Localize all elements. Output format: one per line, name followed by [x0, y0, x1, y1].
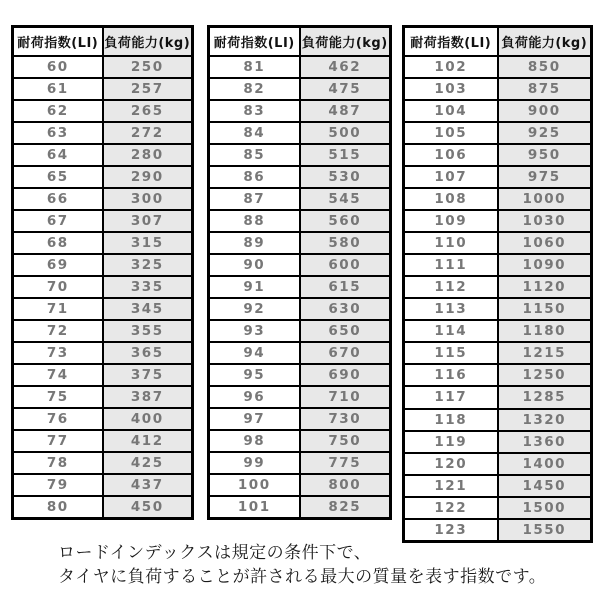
table-row — [209, 232, 391, 254]
load-capacity-cell: 670 — [300, 342, 391, 364]
load-index-cell: 72 — [13, 320, 103, 342]
load-capacity-cell: 355 — [103, 320, 193, 342]
load-capacity-cell: 412 — [103, 430, 193, 452]
table-row — [209, 430, 391, 452]
load-capacity-cell: 290 — [103, 166, 193, 188]
table-row — [209, 166, 391, 188]
table-row — [13, 276, 193, 298]
load-index-cell: 84 — [209, 122, 300, 144]
table-row — [404, 453, 592, 475]
load-capacity-cell: 1030 — [498, 210, 592, 232]
load-index-header: 耐荷指数(LI) — [209, 27, 300, 57]
load-capacity-cell: 825 — [300, 496, 391, 519]
table-row — [404, 188, 592, 210]
load-capacity-cell: 1215 — [498, 342, 592, 364]
table-row — [209, 78, 391, 100]
load-index-cell: 113 — [404, 298, 498, 320]
table-row — [404, 78, 592, 100]
load-index-cell: 88 — [209, 210, 300, 232]
load-index-cell: 99 — [209, 452, 300, 474]
load-capacity-cell: 925 — [498, 122, 592, 144]
table-row — [13, 408, 193, 430]
load-capacity-cell: 775 — [300, 452, 391, 474]
load-capacity-cell: 730 — [300, 408, 391, 430]
load-index-cell: 98 — [209, 430, 300, 452]
load-index-cell: 114 — [404, 320, 498, 342]
load-index-cell: 64 — [13, 144, 103, 166]
table-row — [209, 364, 391, 386]
load-index-cell: 80 — [13, 496, 103, 519]
load-index-cell: 81 — [209, 56, 300, 78]
load-index-cell: 78 — [13, 452, 103, 474]
load-index-cell: 65 — [13, 166, 103, 188]
table-row — [13, 232, 193, 254]
load-capacity-cell: 400 — [103, 408, 193, 430]
load-index-cell: 82 — [209, 78, 300, 100]
load-capacity-cell: 580 — [300, 232, 391, 254]
load-capacity-cell: 387 — [103, 386, 193, 408]
load-index-cell: 120 — [404, 453, 498, 475]
table-row — [13, 78, 193, 100]
load-index-cell: 118 — [404, 409, 498, 431]
load-index-cell: 93 — [209, 320, 300, 342]
table-row — [209, 408, 391, 430]
load-capacity-cell: 450 — [103, 496, 193, 519]
note-line-2: タイヤに負荷することが許される最大の質量を表す指数です。 — [58, 567, 547, 587]
table-row — [209, 100, 391, 122]
load-index-cell: 69 — [13, 254, 103, 276]
table-row — [13, 364, 193, 386]
table-row — [13, 122, 193, 144]
table-row — [404, 475, 592, 497]
table-row — [404, 210, 592, 232]
table-row — [404, 519, 592, 542]
table-row — [209, 122, 391, 144]
load-capacity-cell: 325 — [103, 254, 193, 276]
load-index-cell: 73 — [13, 342, 103, 364]
table-row — [13, 298, 193, 320]
header-row — [209, 27, 391, 57]
table-row — [209, 254, 391, 276]
load-index-cell: 63 — [13, 122, 103, 144]
load-index-cell: 108 — [404, 188, 498, 210]
table-row — [13, 188, 193, 210]
header-row — [13, 27, 193, 57]
load-capacity-cell: 250 — [103, 56, 193, 78]
load-index-cell: 71 — [13, 298, 103, 320]
load-index-cell: 102 — [404, 56, 498, 78]
load-index-cell: 62 — [13, 100, 103, 122]
table-row — [209, 188, 391, 210]
table-row — [404, 56, 592, 78]
load-index-cell: 122 — [404, 497, 498, 519]
table-row — [13, 474, 193, 496]
load-capacity-cell: 335 — [103, 276, 193, 298]
load-index-cell: 60 — [13, 56, 103, 78]
table-row — [404, 431, 592, 453]
table-row — [209, 342, 391, 364]
load-index-cell: 107 — [404, 166, 498, 188]
table-row — [404, 298, 592, 320]
load-capacity-cell: 1120 — [498, 276, 592, 298]
load-capacity-cell: 315 — [103, 232, 193, 254]
load-index-cell: 116 — [404, 364, 498, 386]
load-capacity-cell: 560 — [300, 210, 391, 232]
table-row — [13, 342, 193, 364]
load-capacity-cell: 850 — [498, 56, 592, 78]
load-capacity-cell: 1400 — [498, 453, 592, 475]
load-capacity-cell: 487 — [300, 100, 391, 122]
table-row — [404, 342, 592, 364]
load-capacity-cell: 307 — [103, 210, 193, 232]
load-index-cell: 75 — [13, 386, 103, 408]
load-index-cell: 68 — [13, 232, 103, 254]
load-index-cell: 66 — [13, 188, 103, 210]
load-capacity-cell: 530 — [300, 166, 391, 188]
load-capacity-cell: 1550 — [498, 519, 592, 542]
load-index-cell: 94 — [209, 342, 300, 364]
load-index-cell: 110 — [404, 232, 498, 254]
load-index-cell: 115 — [404, 342, 498, 364]
load-capacity-cell: 650 — [300, 320, 391, 342]
load-index-cell: 86 — [209, 166, 300, 188]
table-row — [209, 320, 391, 342]
table-row — [404, 232, 592, 254]
load-capacity-cell: 345 — [103, 298, 193, 320]
table-row — [209, 56, 391, 78]
load-capacity-cell: 375 — [103, 364, 193, 386]
load-index-cell: 92 — [209, 298, 300, 320]
load-capacity-cell: 500 — [300, 122, 391, 144]
table-row — [209, 144, 391, 166]
table-row — [404, 364, 592, 386]
load-capacity-cell: 800 — [300, 474, 391, 496]
load-index-cell: 111 — [404, 254, 498, 276]
table-row — [404, 497, 592, 519]
table-row — [13, 452, 193, 474]
load-capacity-header: 負荷能力(kg) — [300, 27, 391, 57]
table-row — [404, 166, 592, 188]
load-capacity-cell: 1500 — [498, 497, 592, 519]
header-row — [404, 27, 592, 57]
table-row — [13, 144, 193, 166]
table-row — [404, 409, 592, 431]
load-capacity-cell: 690 — [300, 364, 391, 386]
load-index-cell: 91 — [209, 276, 300, 298]
load-capacity-cell: 750 — [300, 430, 391, 452]
table-row — [404, 276, 592, 298]
load-capacity-cell: 462 — [300, 56, 391, 78]
load-index-header: 耐荷指数(LI) — [13, 27, 103, 57]
load-capacity-cell: 365 — [103, 342, 193, 364]
load-capacity-cell: 1450 — [498, 475, 592, 497]
load-capacity-header: 負荷能力(kg) — [103, 27, 193, 57]
table-row — [209, 452, 391, 474]
load-index-cell: 100 — [209, 474, 300, 496]
load-capacity-cell: 710 — [300, 386, 391, 408]
load-index-cell: 109 — [404, 210, 498, 232]
table-row — [13, 254, 193, 276]
table-row — [13, 386, 193, 408]
load-index-cell: 103 — [404, 78, 498, 100]
load-index-cell: 61 — [13, 78, 103, 100]
load-capacity-cell: 515 — [300, 144, 391, 166]
load-capacity-cell: 257 — [103, 78, 193, 100]
load-index-cell: 67 — [13, 210, 103, 232]
load-index-cell: 97 — [209, 408, 300, 430]
table-row — [404, 320, 592, 342]
load-index-cell: 101 — [209, 496, 300, 519]
load-index-table-81-101 — [207, 25, 392, 520]
load-capacity-cell: 630 — [300, 298, 391, 320]
load-capacity-cell: 437 — [103, 474, 193, 496]
table-row — [13, 56, 193, 78]
load-index-cell: 70 — [13, 276, 103, 298]
load-index-cell: 119 — [404, 431, 498, 453]
load-capacity-cell: 425 — [103, 452, 193, 474]
table-row — [209, 386, 391, 408]
load-index-cell: 105 — [404, 122, 498, 144]
load-index-cell: 87 — [209, 188, 300, 210]
load-index-cell: 77 — [13, 430, 103, 452]
table-row — [404, 144, 592, 166]
load-capacity-cell: 300 — [103, 188, 193, 210]
load-capacity-cell: 1180 — [498, 320, 592, 342]
load-index-cell: 104 — [404, 100, 498, 122]
load-capacity-cell: 875 — [498, 78, 592, 100]
load-index-cell: 79 — [13, 474, 103, 496]
table-row — [13, 166, 193, 188]
load-capacity-cell: 900 — [498, 100, 592, 122]
load-index-description — [58, 541, 546, 589]
load-capacity-cell: 1250 — [498, 364, 592, 386]
load-index-cell: 112 — [404, 276, 498, 298]
load-capacity-cell: 1320 — [498, 409, 592, 431]
load-capacity-cell: 1000 — [498, 188, 592, 210]
table-row — [404, 254, 592, 276]
load-index-cell: 83 — [209, 100, 300, 122]
load-index-cell: 117 — [404, 386, 498, 408]
load-index-header: 耐荷指数(LI) — [404, 27, 498, 57]
table-row — [209, 210, 391, 232]
load-capacity-cell: 950 — [498, 144, 592, 166]
table-row — [13, 100, 193, 122]
table-row — [209, 474, 391, 496]
table-row — [13, 430, 193, 452]
load-capacity-cell: 265 — [103, 100, 193, 122]
load-index-cell: 74 — [13, 364, 103, 386]
load-capacity-cell: 615 — [300, 276, 391, 298]
load-capacity-cell: 475 — [300, 78, 391, 100]
load-index-cell: 85 — [209, 144, 300, 166]
load-index-cell: 89 — [209, 232, 300, 254]
load-capacity-cell: 1360 — [498, 431, 592, 453]
load-index-cell: 76 — [13, 408, 103, 430]
load-capacity-cell: 272 — [103, 122, 193, 144]
load-capacity-cell: 1150 — [498, 298, 592, 320]
load-index-cell: 123 — [404, 519, 498, 542]
note-line-1: ロードインデックスは規定の条件下で、 — [58, 543, 372, 563]
load-index-table-102-123 — [402, 25, 593, 543]
load-capacity-header: 負荷能力(kg) — [498, 27, 592, 57]
load-capacity-cell: 280 — [103, 144, 193, 166]
load-capacity-cell: 1060 — [498, 232, 592, 254]
table-row — [209, 298, 391, 320]
table-row — [13, 496, 193, 519]
table-row — [13, 210, 193, 232]
load-capacity-cell: 1090 — [498, 254, 592, 276]
load-index-cell: 90 — [209, 254, 300, 276]
load-index-cell: 121 — [404, 475, 498, 497]
table-row — [404, 100, 592, 122]
table-row — [13, 320, 193, 342]
load-capacity-cell: 545 — [300, 188, 391, 210]
load-capacity-cell: 975 — [498, 166, 592, 188]
table-row — [404, 386, 592, 408]
table-row — [209, 276, 391, 298]
load-index-cell: 106 — [404, 144, 498, 166]
load-index-cell: 95 — [209, 364, 300, 386]
load-index-table-60-80 — [11, 25, 194, 520]
table-row — [404, 122, 592, 144]
load-capacity-cell: 600 — [300, 254, 391, 276]
load-index-cell: 96 — [209, 386, 300, 408]
load-capacity-cell: 1285 — [498, 386, 592, 408]
table-row — [209, 496, 391, 519]
